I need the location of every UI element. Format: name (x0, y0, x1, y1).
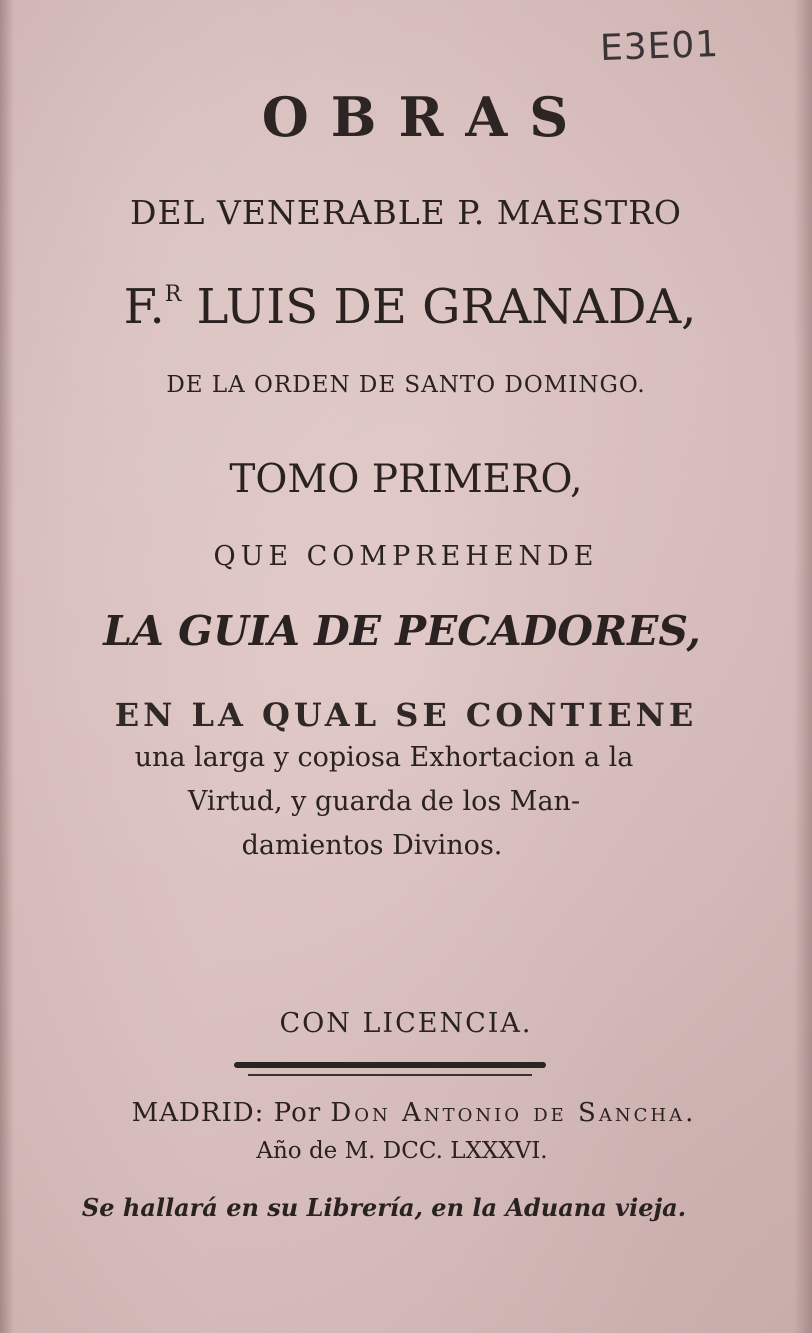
imprint-line (8, 1100, 812, 1126)
title-obras: OBRAS (261, 85, 591, 149)
imprint-printer: Don Antonio de Sancha. (330, 1098, 697, 1128)
author-order: DE LA ORDEN DE SANTO DOMINGO. (166, 372, 646, 398)
author-prefix-superscript: R (164, 282, 182, 307)
author-prefix: F. (123, 279, 165, 335)
volume-label: TOMO PRIMERO, (229, 457, 583, 502)
contents-intro: QUE COMPREHENDE (213, 541, 599, 572)
work-title: LA GUIA DE PECADORES, (103, 607, 701, 655)
description-heading: EN LA QUAL SE CONTIENE (114, 696, 698, 734)
handwritten-shelfmark: E3E01 (599, 23, 720, 70)
ornamental-rule-thin (248, 1074, 532, 1076)
imprint-city: MADRID: (131, 1098, 265, 1128)
bookseller-note: Se hallará en su Librería, en la Aduana vieja. (81, 1193, 687, 1222)
imprint-por: Por (273, 1098, 322, 1128)
license-note: CON LICENCIA. (279, 1008, 533, 1039)
author-name (4, 279, 812, 335)
description-line-3: damientos Divinos. (241, 830, 503, 861)
ornamental-rule-thick (234, 1062, 546, 1068)
description-line-1: una larga y copiosa Exhortacion a la (134, 742, 634, 773)
description-line-2: Virtud, y guarda de los Man- (187, 786, 581, 817)
author-name-rest: LUIS DE GRANADA, (181, 279, 697, 335)
title-del-venerable: DEL VENERABLE P. MAESTRO (130, 193, 682, 232)
imprint-year: Año de M. DCC. LXXXVI. (256, 1138, 548, 1164)
